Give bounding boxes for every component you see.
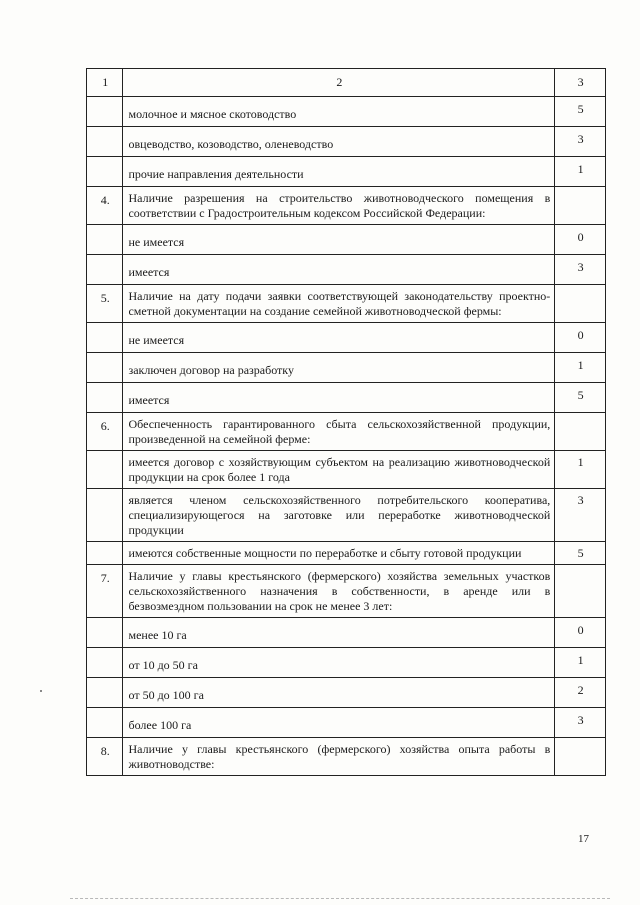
row-points	[555, 413, 606, 451]
row-points: 3	[555, 127, 606, 157]
option-text: не имеется	[123, 225, 555, 255]
option-text: от 50 до 100 га	[123, 678, 555, 708]
table-header-row	[87, 69, 606, 97]
option-row	[87, 157, 606, 187]
row-number	[87, 255, 123, 285]
page-number: 17	[578, 833, 589, 845]
row-points: 0	[555, 323, 606, 353]
row-points: 5	[555, 97, 606, 127]
option-text: менее 10 га	[123, 618, 555, 648]
row-number: 7.	[87, 565, 123, 618]
row-points	[555, 738, 606, 776]
option-text: молочное и мясное скотоводство	[123, 97, 555, 127]
row-number	[87, 353, 123, 383]
criterion-row	[87, 187, 606, 225]
option-text: имеется	[123, 255, 555, 285]
row-number	[87, 618, 123, 648]
criteria-table	[86, 68, 606, 776]
option-row	[87, 255, 606, 285]
criterion-row	[87, 738, 606, 776]
option-text: от 10 до 50 га	[123, 648, 555, 678]
row-number	[87, 157, 123, 187]
row-points: 0	[555, 225, 606, 255]
row-points: 1	[555, 451, 606, 489]
row-number	[87, 708, 123, 738]
row-number: 5.	[87, 285, 123, 323]
row-number	[87, 648, 123, 678]
criterion-row	[87, 565, 606, 618]
option-row	[87, 383, 606, 413]
option-row	[87, 542, 606, 565]
criterion-row	[87, 413, 606, 451]
row-points: 3	[555, 708, 606, 738]
row-points: 1	[555, 648, 606, 678]
row-points: 3	[555, 489, 606, 542]
option-text: является членом сельскохозяйственного потребительского кооператива, специализирующегося на заготовке или переработке животноводческой продукции	[123, 489, 555, 542]
row-points	[555, 285, 606, 323]
row-points: 0	[555, 618, 606, 648]
header-col-2: 2	[123, 69, 555, 97]
row-number	[87, 542, 123, 565]
row-points	[555, 187, 606, 225]
row-number	[87, 451, 123, 489]
criterion-text: Наличие у главы крестьянского (фермерского) хозяйства опыта работы в животноводстве:	[123, 738, 555, 776]
row-number	[87, 678, 123, 708]
option-text: более 100 га	[123, 708, 555, 738]
row-number	[87, 127, 123, 157]
row-number: 8.	[87, 738, 123, 776]
row-number	[87, 323, 123, 353]
row-number	[87, 489, 123, 542]
footer-dashed-line	[70, 898, 610, 899]
option-text: овцеводство, козоводство, оленеводство	[123, 127, 555, 157]
row-number: 4.	[87, 187, 123, 225]
row-points: 1	[555, 353, 606, 383]
option-row	[87, 708, 606, 738]
criterion-row	[87, 285, 606, 323]
row-number	[87, 383, 123, 413]
option-text: имеются собственные мощности по переработке и сбыту готовой продукции	[123, 542, 555, 565]
row-number	[87, 97, 123, 127]
option-row	[87, 127, 606, 157]
row-number: 6.	[87, 413, 123, 451]
row-points	[555, 565, 606, 618]
option-text: заключен договор на разработку	[123, 353, 555, 383]
criterion-text: Наличие на дату подачи заявки соответствующей законодательству проектно-сметной документации на создание семейной животноводческой фермы:	[123, 285, 555, 323]
option-text: имеется договор с хозяйствующим субъектом на реализацию животноводческой продукции на срок более 1 года	[123, 451, 555, 489]
criteria-table-body	[87, 69, 606, 776]
header-col-1: 1	[87, 69, 123, 97]
option-row	[87, 323, 606, 353]
row-points: 5	[555, 383, 606, 413]
option-row	[87, 97, 606, 127]
option-row	[87, 648, 606, 678]
row-number	[87, 225, 123, 255]
option-text: прочие направления деятельности	[123, 157, 555, 187]
option-row	[87, 489, 606, 542]
option-row	[87, 451, 606, 489]
criterion-text: Обеспеченность гарантированного сбыта сельскохозяйственной продукции, произведенной на семейной ферме:	[123, 413, 555, 451]
option-row	[87, 225, 606, 255]
row-points: 5	[555, 542, 606, 565]
row-points: 1	[555, 157, 606, 187]
header-col-3: 3	[555, 69, 606, 97]
option-row	[87, 678, 606, 708]
option-row	[87, 618, 606, 648]
row-points: 3	[555, 255, 606, 285]
criterion-text: Наличие разрешения на строительство животноводческого помещения в соответствии с Градостроительным кодексом Российской Федерации:	[123, 187, 555, 225]
option-row	[87, 353, 606, 383]
option-text: имеется	[123, 383, 555, 413]
criterion-text: Наличие у главы крестьянского (фермерского) хозяйства земельных участков сельскохозяйственного назначения в собственности, в аренде или в безвозмездном пользовании на срок не менее 3 лет:	[123, 565, 555, 618]
row-points: 2	[555, 678, 606, 708]
option-text: не имеется	[123, 323, 555, 353]
margin-mark	[40, 690, 42, 692]
